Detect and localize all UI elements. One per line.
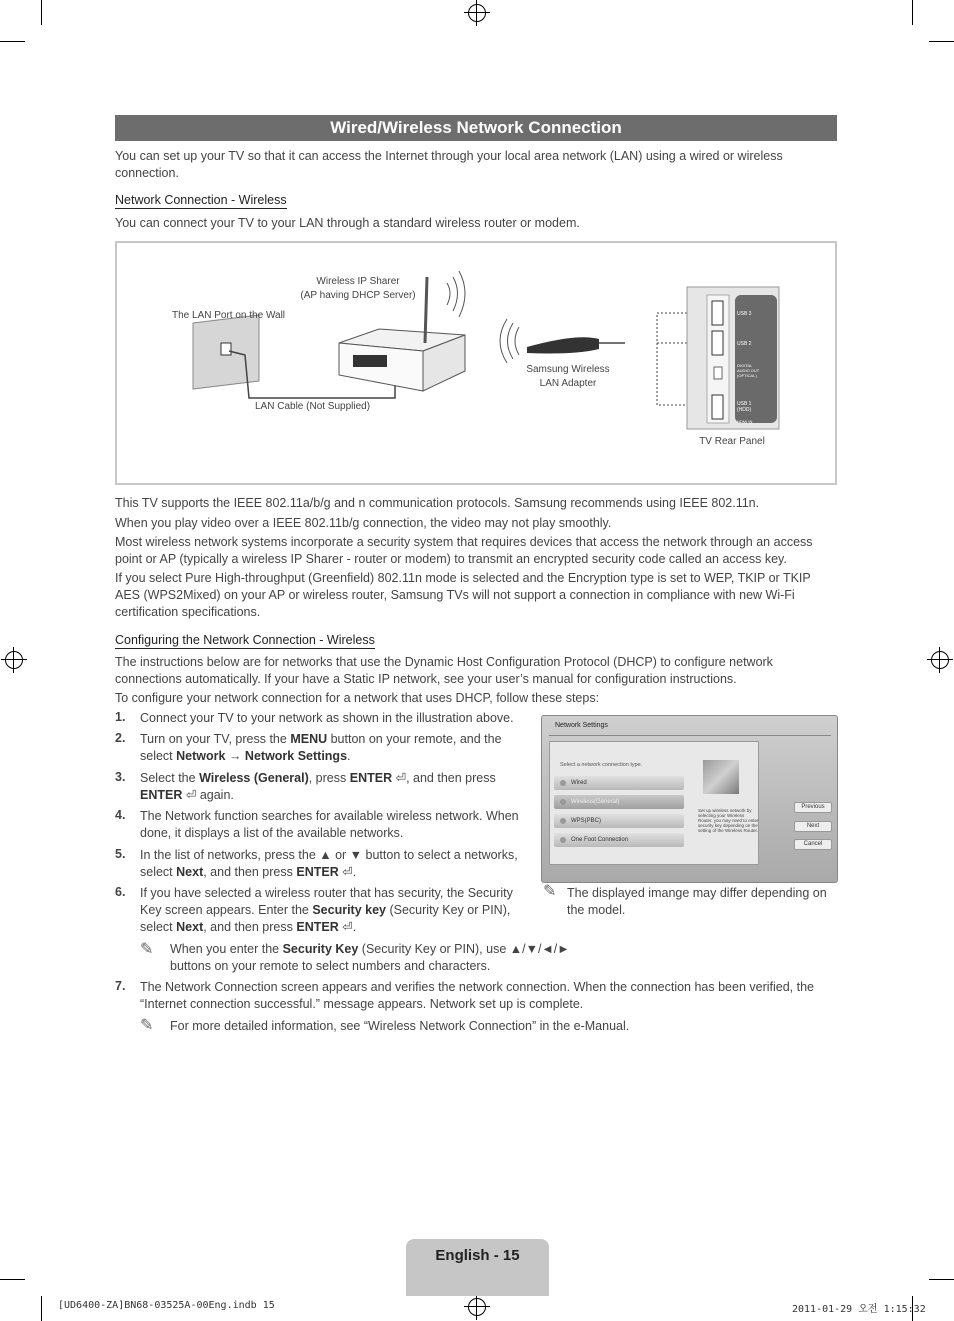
section-heading-configuring: Configuring the Network Connection - Wireless	[115, 633, 375, 647]
network-diagram	[115, 241, 837, 485]
wall-port-icon	[221, 343, 231, 355]
osd-panel	[549, 741, 759, 865]
port-label-hdmi: HDMI IN	[737, 419, 753, 424]
enter-icon: ⏎	[342, 865, 353, 879]
ap-label-line1: Wireless IP Sharer	[316, 276, 400, 287]
router-ports	[353, 355, 387, 367]
step-number: 6.	[115, 885, 126, 899]
print-file-info: [UD6400-ZA]BN68-03525A-00Eng.indb 15	[58, 1300, 275, 1311]
crop-mark	[912, 0, 913, 25]
step-number: 2.	[115, 731, 126, 745]
note-pencil-icon: ✎	[543, 883, 557, 900]
crop-mark	[929, 41, 954, 42]
enter-icon: ⏎	[342, 920, 353, 934]
print-timestamp: 2011-01-29 오전 1:15:32	[792, 1304, 926, 1315]
registration-mark-icon	[468, 4, 486, 22]
step-text: Turn on your TV, press the MENU button on your remote, and the select Network → Network Settings.	[140, 732, 502, 763]
osd-next-button[interactable]: Next	[794, 821, 832, 832]
ap-label-line2: (AP having DHCP Server)	[300, 290, 416, 301]
note-pencil-icon: ✎	[140, 1017, 154, 1034]
registration-mark-icon	[468, 1298, 486, 1316]
crop-mark	[0, 41, 25, 42]
note-pencil-icon: ✎	[140, 941, 154, 958]
enter-icon: ⏎	[395, 771, 407, 785]
network-settings-screenshot	[541, 715, 838, 883]
crop-mark	[41, 0, 42, 25]
step-text: Select the Wireless (General), press ENTER ⏎, and then press ENTER ⏎ again.	[140, 771, 496, 802]
router-antenna	[425, 277, 427, 343]
body-paragraph: Most wireless network systems incorporate a security system that requires devices that access the network through an access point or AP (typically a wireless IP Sharer - router or modem) to transmit an encrypted security code called an access key.	[115, 535, 813, 566]
note-text: For more detailed information, see “Wireless Network Connection” in the e-Manual.	[170, 1019, 630, 1033]
step-number: 1.	[115, 710, 126, 724]
osd-option-wireless-general[interactable]: Wireless(General)	[554, 795, 684, 809]
port-label-usb2: USB 2	[737, 341, 752, 347]
osd-cancel-button[interactable]: Cancel	[794, 839, 832, 850]
registration-mark-icon	[5, 651, 23, 669]
osd-option-wps[interactable]: WPS(PBC)	[554, 814, 684, 828]
step-text: If you have selected a wireless router that has security, the Security Key screen appears. Enter the Security key (Security Key or PIN), select Next, and then press ENTER ⏎.	[140, 886, 513, 934]
section-heading-wireless: Network Connection - Wireless	[115, 193, 287, 207]
step-text: In the list of networks, press the ▲ or ▼ button to select a networks, select Next, and then press ENTER ⏎.	[140, 848, 518, 879]
wireless-adapter	[527, 337, 599, 353]
osd-option-one-foot[interactable]: One Foot Connection	[554, 833, 684, 847]
section-text-configuring: The instructions below are for networks that use the Dynamic Host Configuration Protocol (DHCP) to configure network connections automatically. If your have a Static IP network, see your user’s manual for configuration instructions.	[115, 655, 773, 686]
page-title: Wired/Wireless Network Connection	[115, 115, 837, 141]
step-number: 5.	[115, 847, 126, 861]
intro-text: You can set up your TV so that it can access the Internet through your local area network (LAN) using a wired or wireless connection.	[115, 149, 783, 180]
osd-description: Set up wireless network by selecting your Wireless Router. you may need to enter security key depending on the setting of the Wireless Router.	[698, 808, 759, 833]
body-paragraph: If you select Pure High-throughput (Greenfield) 802.11n mode is selected and the Encryption type is set to WEP, TKIP or TKIP AES (WPS2Mixed) on your AP or wireless router, Samsung TVs will not support a connection in compliance with new Wi-Fi certification specifications.	[115, 571, 811, 619]
step-number: 7.	[115, 979, 126, 993]
adapter-label-line2: LAN Adapter	[539, 378, 597, 389]
osd-note-text: The displayed imange may differ depending on the model.	[567, 886, 827, 917]
osd-prompt: Select a network connection type.	[560, 762, 643, 768]
step-text: Connect your TV to your network as shown in the illustration above.	[140, 711, 514, 725]
port-label-usb3: USB 3	[737, 311, 752, 317]
body-paragraph: This TV supports the IEEE 802.11a/b/g and n communication protocols. Samsung recommends using IEEE 802.11n.	[115, 496, 760, 510]
note-text: When you enter the Security Key (Security Key or PIN), use ▲/▼/◄/► buttons on your remote to select numbers and characters.	[170, 942, 570, 973]
panel-label: TV Rear Panel	[699, 436, 765, 447]
wall-label: The LAN Port on the Wall	[172, 310, 286, 321]
crop-mark	[0, 1279, 25, 1280]
port-label-audio: DIGITAL AUDIO OUT (OPTICAL)	[737, 363, 760, 378]
cable-label: LAN Cable (Not Supplied)	[255, 401, 371, 412]
crop-mark	[41, 1296, 42, 1321]
enter-icon: ⏎	[185, 788, 197, 802]
step-number: 4.	[115, 808, 126, 822]
section-text-wireless: You can connect your TV to your LAN through a standard wireless router or modem.	[115, 216, 580, 230]
osd-title: Network Settings	[555, 722, 608, 729]
osd-divider	[549, 735, 831, 736]
router-preview-image	[703, 760, 739, 794]
crop-mark	[929, 1279, 954, 1280]
body-paragraph: When you play video over a IEEE 802.11b/g connection, the video may not play smoothly.	[115, 516, 612, 530]
osd-option-wired[interactable]: Wired	[554, 776, 684, 790]
step-text: The Network function searches for available wireless network. When done, it displays a list of the available networks.	[140, 809, 519, 840]
registration-mark-icon	[931, 651, 949, 669]
port-label-usb1: USB 1 (HDD)	[737, 401, 752, 413]
page-number-tab: English - 15	[406, 1239, 549, 1296]
step-number: 3.	[115, 770, 126, 784]
step-text: The Network Connection screen appears and verifies the network connection. When the connection has been verified, the “Internet connection successful.” message appears. Network set up is complete.	[140, 980, 815, 1011]
osd-previous-button[interactable]: Previous	[794, 802, 832, 813]
section-text-configuring-steps: To configure your network connection for a network that uses DHCP, follow these steps:	[115, 691, 600, 705]
adapter-label-line1: Samsung Wireless	[526, 364, 610, 375]
